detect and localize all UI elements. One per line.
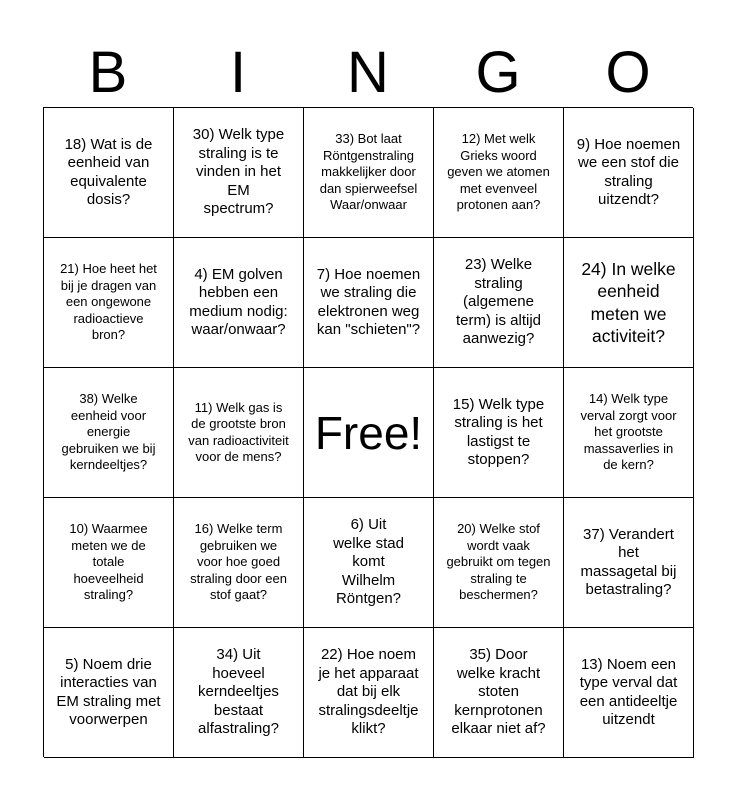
bingo-cell[interactable]: 6) Uit welke stad komt Wilhelm Röntgen? bbox=[304, 498, 434, 628]
bingo-cell[interactable]: 21) Hoe heet het bij je dragen van een ongewone radioactieve bron? bbox=[44, 238, 174, 368]
bingo-cell[interactable]: 33) Bot laat Röntgenstraling makkelijker door dan spierweefsel Waar/onwaar bbox=[304, 108, 434, 238]
bingo-cell[interactable]: 15) Welk type straling is het lastigst te stoppen? bbox=[434, 368, 564, 498]
bingo-cell[interactable]: 11) Welk gas is de grootste bron van radioactiviteit voor de mens? bbox=[174, 368, 304, 498]
bingo-cell[interactable]: 30) Welk type straling is te vinden in het EM spectrum? bbox=[174, 108, 304, 238]
bingo-cell[interactable]: 10) Waarmee meten we de totale hoeveelheid straling? bbox=[44, 498, 174, 628]
bingo-cell[interactable]: 22) Hoe noem je het apparaat dat bij elk stralingsdeeltje klikt? bbox=[304, 628, 434, 758]
bingo-cell[interactable]: 12) Met welk Grieks woord geven we atomen met evenveel protonen aan? bbox=[434, 108, 564, 238]
bingo-cell[interactable]: 23) Welke straling (algemene term) is altijd aanwezig? bbox=[434, 238, 564, 368]
bingo-cell[interactable]: 7) Hoe noemen we straling die elektronen weg kan "schieten"? bbox=[304, 238, 434, 368]
bingo-cell[interactable]: 14) Welk type verval zorgt voor het grootste massaverlies in de kern? bbox=[564, 368, 694, 498]
bingo-cell[interactable]: 13) Noem een type verval dat een antideeltje uitzendt bbox=[564, 628, 694, 758]
header-letter-b: B bbox=[88, 40, 128, 105]
free-space-cell[interactable]: Free! bbox=[304, 368, 434, 498]
bingo-cell[interactable]: 24) In welke eenheid meten we activiteit? bbox=[564, 238, 694, 368]
bingo-header bbox=[43, 38, 693, 108]
header-letter-g: G bbox=[475, 40, 521, 105]
bingo-cell[interactable]: 38) Welke eenheid voor energie gebruiken we bij kerndeeltjes? bbox=[44, 368, 174, 498]
header-letter-i: I bbox=[229, 40, 247, 105]
bingo-cell[interactable]: 16) Welke term gebruiken we voor hoe goed straling door een stof gaat? bbox=[174, 498, 304, 628]
bingo-grid bbox=[43, 107, 693, 757]
bingo-cell[interactable]: 35) Door welke kracht stoten kernprotonen elkaar niet af? bbox=[434, 628, 564, 758]
bingo-cell[interactable]: 9) Hoe noemen we een stof die straling uitzendt? bbox=[564, 108, 694, 238]
bingo-cell[interactable]: 5) Noem drie interacties van EM straling met voorwerpen bbox=[44, 628, 174, 758]
header-letter-o: O bbox=[605, 40, 651, 105]
bingo-cell[interactable]: 4) EM golven hebben een medium nodig: waar/onwaar? bbox=[174, 238, 304, 368]
header-letter-n: N bbox=[347, 40, 389, 105]
bingo-cell[interactable]: 34) Uit hoeveel kerndeeltjes bestaat alfastraling? bbox=[174, 628, 304, 758]
bingo-cell[interactable]: 20) Welke stof wordt vaak gebruikt om tegen straling te beschermen? bbox=[434, 498, 564, 628]
bingo-cell[interactable]: 18) Wat is de eenheid van equivalente dosis? bbox=[44, 108, 174, 238]
bingo-cell[interactable]: 37) Verandert het massagetal bij betastraling? bbox=[564, 498, 694, 628]
